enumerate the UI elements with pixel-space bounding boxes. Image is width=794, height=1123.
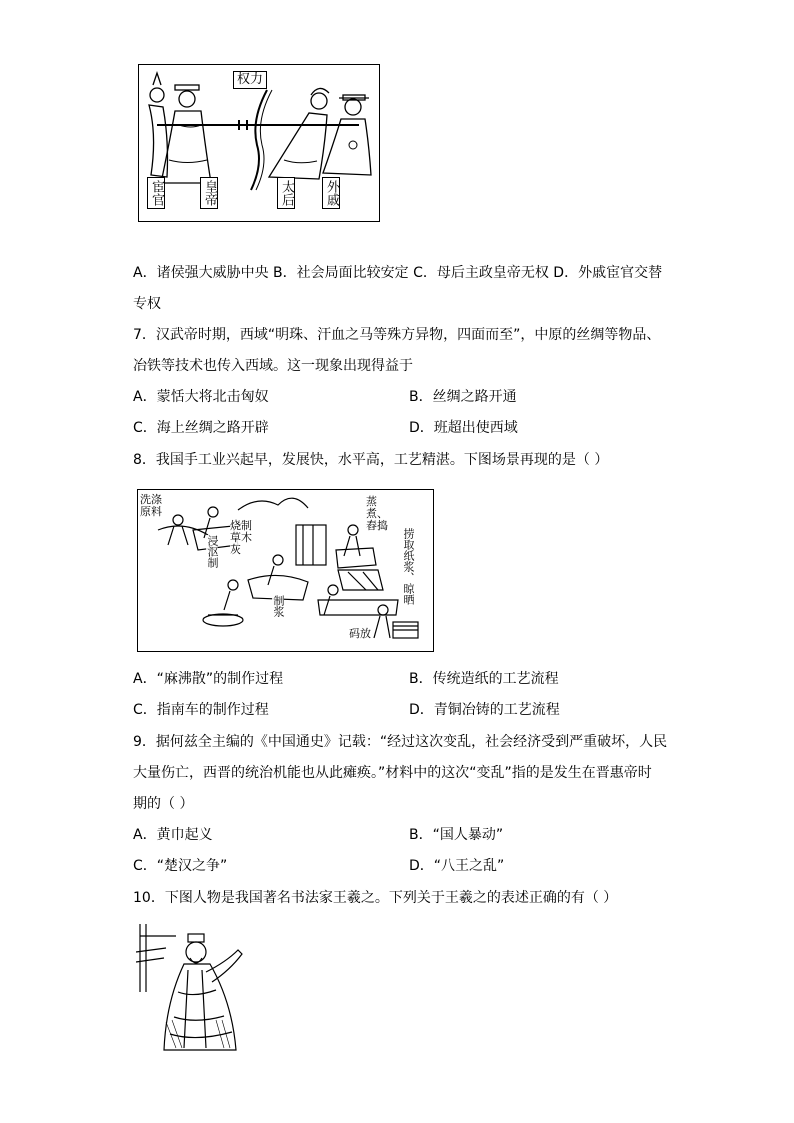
q7-option-c[interactable]: C．海上丝绸之路开辟 (133, 420, 269, 436)
label-consort-kin: 外戚 (322, 177, 340, 209)
wang-xizhi-illustration (136, 922, 258, 1054)
label-make-pulp: 制浆 (272, 595, 285, 617)
wang-xizhi-portrait (136, 922, 258, 1054)
q8-stem: 8．我国手工业兴起早，发展快，水平高，工艺精湛。下图场景再现的是（ ） (133, 452, 609, 468)
q9-option-b[interactable]: B．“国人暴动” (409, 827, 504, 843)
q7-stem-line2: 冶铁等技术也传入西域。这一现象出现得益于 (133, 358, 413, 374)
label-burn-ash: 烧制草木灰 (230, 520, 256, 556)
q7-option-b[interactable]: B．丝绸之路开通 (409, 389, 517, 405)
label-stack: 码放 (349, 627, 371, 640)
q7-option-a[interactable]: A．蒙恬大将北击匈奴 (133, 389, 269, 405)
q6-options: A．诸侯强大威胁中央 B．社会局面比较安定 C．母后主政皇帝无权 D．外戚宦官交替 (133, 265, 663, 281)
q9-option-c[interactable]: C．“楚汉之争” (133, 858, 228, 874)
papermaking-figure (137, 489, 434, 652)
q10-stem: 10．下图人物是我国著名书法家王羲之。下列关于王羲之的表述正确的有（ ） (133, 890, 618, 906)
label-emperor: 皇帝 (200, 177, 218, 209)
label-scoop-dry: 捞取纸浆、晾晒 (402, 528, 415, 605)
q6-options-wrap: 专权 (133, 296, 161, 312)
power-struggle-figure (138, 64, 380, 222)
q9-stem-line3: 期的（ ） (133, 796, 194, 812)
q8-option-b[interactable]: B．传统造纸的工艺流程 (409, 671, 559, 687)
q9-stem-line2: 大量伤亡，西晋的统治机能也从此瘫痪。”材料中的这次“变乱”指的是发生在晋惠帝时 (133, 765, 652, 781)
label-soak: 浸沤制 (206, 535, 219, 568)
q9-option-a[interactable]: A．黄巾起义 (133, 827, 213, 843)
label-steam-pound: 蒸煮、舂捣 (366, 496, 392, 532)
q7-option-d[interactable]: D．班超出使西域 (409, 420, 518, 436)
q8-option-c[interactable]: C．指南车的制作过程 (133, 702, 269, 718)
label-wash-materials: 洗涤原料 (140, 493, 162, 518)
q7-stem-line1: 7．汉武帝时期，西域“明珠、汗血之马等殊方异物，四面而至”，中原的丝绸等物品、 (133, 327, 661, 343)
q8-option-d[interactable]: D．青铜冶铸的工艺流程 (409, 702, 560, 718)
q9-option-d[interactable]: D．“八王之乱” (409, 858, 505, 874)
power-caption: 权力 (233, 71, 267, 89)
q9-stem-line1: 9．据何兹全主编的《中国通史》记载：“经过这次变乱，社会经济受到严重破坏，人民 (133, 734, 668, 750)
label-empress-dowager: 太后 (277, 177, 295, 209)
q8-option-a[interactable]: A．“麻沸散”的制作过程 (133, 671, 284, 687)
label-eunuch: 宦官 (147, 177, 165, 209)
